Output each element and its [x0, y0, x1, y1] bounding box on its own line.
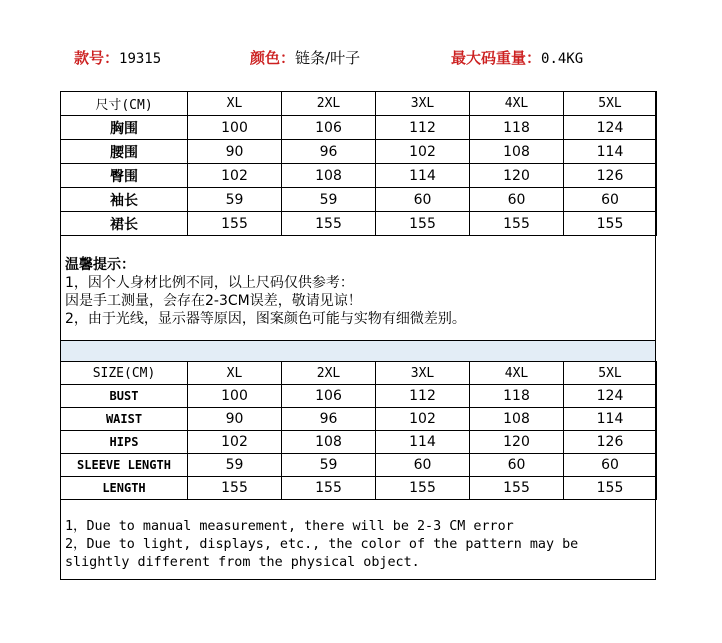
- table-cell: 100: [188, 385, 282, 408]
- row-label: LENGTH: [61, 477, 188, 500]
- row-label: BUST: [61, 385, 188, 408]
- row-label: WAIST: [61, 408, 188, 431]
- table-cell: 60: [564, 188, 657, 212]
- table-cell: 124: [564, 116, 657, 140]
- table-cell: 118: [470, 116, 564, 140]
- size-col-3xl: 3XL: [376, 92, 470, 116]
- table-row: [61, 408, 657, 431]
- table-cell: 120: [470, 431, 564, 454]
- table-cell: 102: [188, 164, 282, 188]
- table-cell: 60: [376, 454, 470, 477]
- style-number-label: 款号：: [74, 49, 120, 67]
- table-row: [61, 164, 657, 188]
- table-cell: 60: [376, 188, 470, 212]
- table-cell: 155: [564, 477, 657, 500]
- max-weight-value: 0.4KG: [541, 51, 584, 67]
- size-header: SIZE(CM): [61, 362, 188, 385]
- row-label: 袖长: [61, 188, 188, 212]
- table-header-row: [61, 362, 657, 385]
- table-cell: 59: [188, 188, 282, 212]
- table-cell: 155: [564, 212, 657, 236]
- table-cell: 114: [376, 164, 470, 188]
- table-cell: 108: [282, 164, 376, 188]
- size-col-4xl: 4XL: [470, 362, 564, 385]
- color-value: 链条/叶子: [295, 49, 361, 67]
- table-cell: 114: [564, 408, 657, 431]
- table-cell: 96: [282, 408, 376, 431]
- table-row: [61, 431, 657, 454]
- table-row: [61, 454, 657, 477]
- table-row: [61, 477, 657, 500]
- table-cell: 90: [188, 408, 282, 431]
- notes-line: slightly different from the physical object.: [65, 555, 420, 570]
- notes-english: [65, 518, 655, 572]
- notes-line: 2，Due to light, displays, etc., the color of the pattern may be: [65, 537, 579, 552]
- size-table-english: [60, 361, 657, 500]
- color-info: [250, 47, 360, 68]
- table-cell: 155: [282, 212, 376, 236]
- table-row: [61, 116, 657, 140]
- table-cell: 106: [282, 385, 376, 408]
- table-row: [61, 188, 657, 212]
- table-cell: 60: [470, 454, 564, 477]
- table-header-row: [61, 92, 657, 116]
- size-col-5xl: 5XL: [564, 92, 657, 116]
- table-cell: 106: [282, 116, 376, 140]
- table-cell: 90: [188, 140, 282, 164]
- table-cell: 124: [564, 385, 657, 408]
- size-chart-sheet: [60, 91, 656, 580]
- size-col-2xl: 2XL: [282, 92, 376, 116]
- row-label: 腰围: [61, 140, 188, 164]
- row-label: HIPS: [61, 431, 188, 454]
- size-col-5xl: 5XL: [564, 362, 657, 385]
- notes-line: 2，由于光线，显示器等原因，图案颜色可能与实物有细微差别。: [65, 311, 466, 327]
- table-cell: 114: [564, 140, 657, 164]
- table-cell: 60: [564, 454, 657, 477]
- table-cell: 155: [376, 212, 470, 236]
- section-divider-band: [61, 340, 655, 362]
- notes-chinese: [65, 256, 653, 328]
- table-cell: 102: [188, 431, 282, 454]
- table-row: [61, 385, 657, 408]
- size-col-2xl: 2XL: [282, 362, 376, 385]
- row-label: 胸围: [61, 116, 188, 140]
- table-row: [61, 212, 657, 236]
- table-row: [61, 140, 657, 164]
- table-cell: 155: [282, 477, 376, 500]
- size-col-3xl: 3XL: [376, 362, 470, 385]
- max-weight-info: [451, 47, 583, 68]
- table-cell: 126: [564, 164, 657, 188]
- table-cell: 59: [282, 454, 376, 477]
- table-cell: 155: [188, 477, 282, 500]
- style-number-value: 19315: [119, 51, 162, 67]
- size-header: 尺寸(CM): [61, 92, 188, 116]
- table-cell: 108: [470, 140, 564, 164]
- max-weight-label: 最大码重量：: [451, 49, 542, 67]
- row-label: 臀围: [61, 164, 188, 188]
- table-cell: 112: [376, 116, 470, 140]
- table-cell: 120: [470, 164, 564, 188]
- table-cell: 60: [470, 188, 564, 212]
- table-cell: 108: [282, 431, 376, 454]
- table-cell: 96: [282, 140, 376, 164]
- notes-line: 1，Due to manual measurement, there will be 2-3 CM error: [65, 519, 514, 534]
- table-cell: 59: [282, 188, 376, 212]
- notes-title: 温馨提示：: [65, 257, 135, 273]
- color-label: 颜色：: [250, 49, 296, 67]
- table-cell: 102: [376, 140, 470, 164]
- row-label: SLEEVE LENGTH: [61, 454, 188, 477]
- table-cell: 126: [564, 431, 657, 454]
- table-cell: 100: [188, 116, 282, 140]
- size-table-chinese: [60, 91, 657, 236]
- style-number: [74, 47, 161, 68]
- table-cell: 155: [188, 212, 282, 236]
- notes-line: 因是手工测量，会存在2-3CM误差，敬请见谅！: [65, 293, 362, 309]
- size-col-4xl: 4XL: [470, 92, 564, 116]
- table-cell: 155: [470, 212, 564, 236]
- table-cell: 102: [376, 408, 470, 431]
- table-cell: 155: [470, 477, 564, 500]
- size-col-xl: XL: [188, 92, 282, 116]
- table-cell: 155: [376, 477, 470, 500]
- size-col-xl: XL: [188, 362, 282, 385]
- table-cell: 59: [188, 454, 282, 477]
- table-cell: 112: [376, 385, 470, 408]
- product-header: [0, 47, 722, 69]
- table-cell: 118: [470, 385, 564, 408]
- table-cell: 108: [470, 408, 564, 431]
- row-label: 裙长: [61, 212, 188, 236]
- notes-line: 1，因个人身材比例不同，以上尺码仅供参考：: [65, 275, 354, 291]
- table-cell: 114: [376, 431, 470, 454]
